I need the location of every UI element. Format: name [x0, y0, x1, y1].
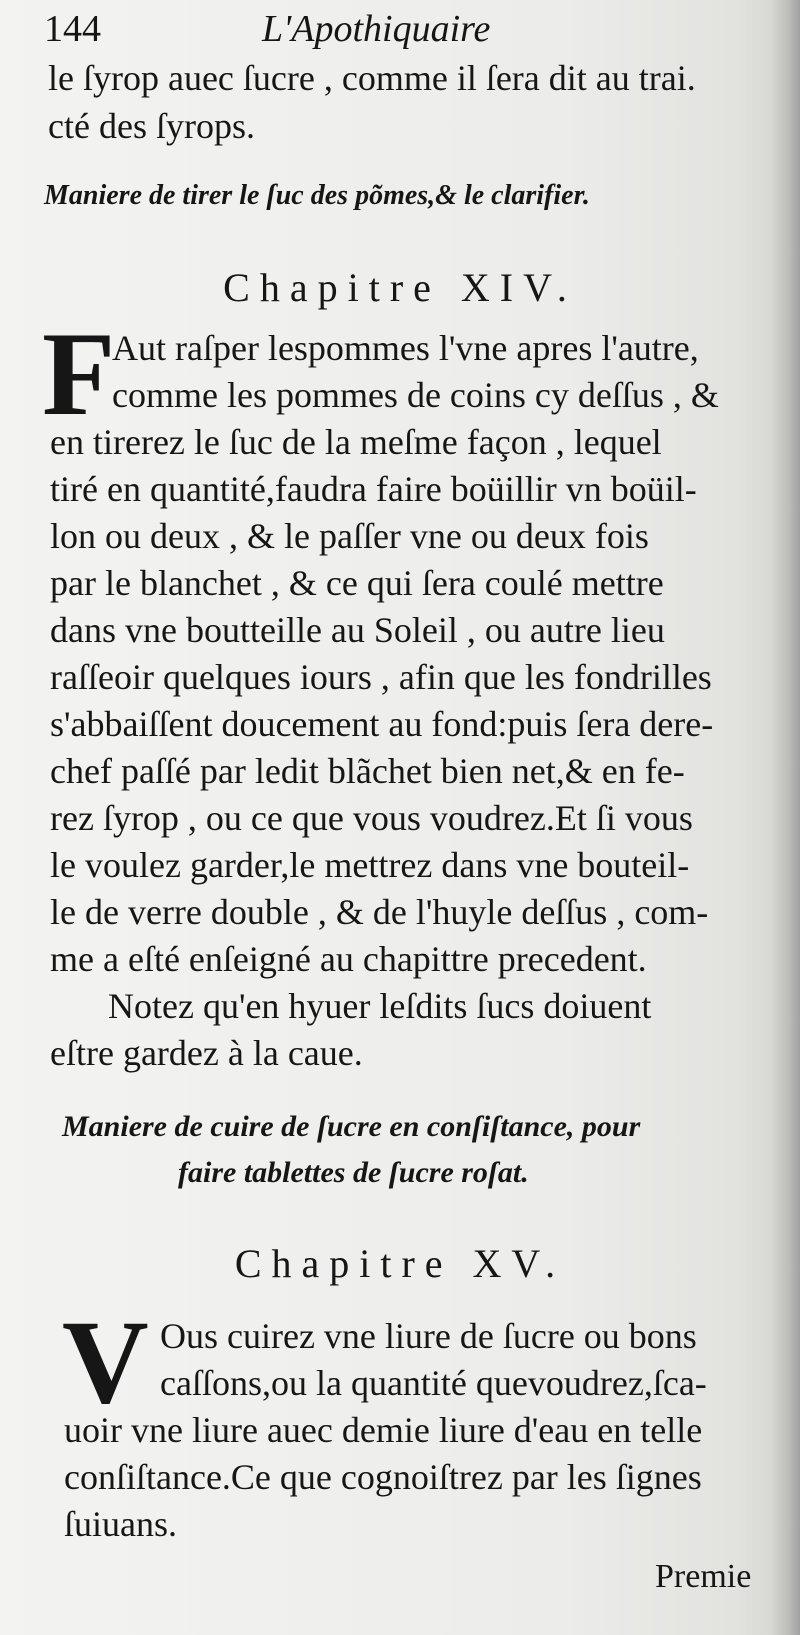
body-line: uoir vne liure auec demie liure d'eau en telle: [64, 1410, 703, 1450]
body-line: ſuiuans.: [64, 1504, 177, 1544]
body-line: en tirerez le ſuc de la meſme façon , lequel: [50, 422, 662, 462]
intro-line: le ſyrop auec ſucre , comme il ſera dit au trai.: [48, 58, 696, 98]
chapter-heading: Chapitre XIV.: [223, 265, 577, 310]
running-title: L'Apothiquaire: [262, 8, 491, 50]
body-line: chef paſſé par ledit blãchet bien net,& en fe-: [50, 751, 685, 791]
drop-cap: F: [42, 307, 116, 440]
chapter-heading: Chapitre XV.: [234, 1241, 566, 1286]
body-line: caſſons,ou la quantité quevoudrez,ſca-: [160, 1363, 707, 1403]
body-line: me a eſté enſeigné au chapittre precedent.: [50, 939, 647, 979]
body-line: Aut raſper lespommes l'vne apres l'autre,: [112, 328, 699, 368]
drop-cap: V: [62, 1295, 149, 1428]
body-line: raſſeoir quelques iours , afin que les fondrilles: [50, 657, 712, 697]
section-subtitle: faire tablettes de ſucre roſat.: [178, 1156, 529, 1189]
catchword: Premie: [655, 1558, 752, 1595]
body-line: s'abbaiſſent doucement au fond:puis ſera dere-: [50, 704, 714, 744]
body-line: rez ſyrop , ou ce que vous voudrez.Et ſi vous: [50, 798, 693, 838]
body-line: par le blanchet , & ce qui ſera coulé mettre: [50, 563, 664, 603]
body-line: comme les pommes de coins cy deſſus , &: [112, 375, 719, 415]
body-line: eſtre gardez à la caue.: [50, 1033, 363, 1073]
body-line: lon ou deux , & le paſſer vne ou deux fois: [50, 516, 649, 556]
body-line: le de verre double , & de l'huyle deſſus , com-: [50, 892, 709, 932]
body-line: Notez qu'en hyuer leſdits ſucs doiuent: [108, 986, 652, 1026]
body-line: dans vne boutteille au Soleil , ou autre lieu: [50, 610, 665, 650]
section-subtitle: Maniere de cuire de ſucre en conſiſtance, pour: [62, 1110, 641, 1143]
body-line: tiré en quantité,faudra faire boüillir vn boüil-: [50, 469, 697, 509]
body-line: conſiſtance.Ce que cognoiſtrez par les ſignes: [64, 1457, 702, 1497]
page-number: 144: [44, 8, 101, 50]
section-subtitle: Maniere de tirer le ſuc des põmes,& le clarifier.: [44, 180, 590, 211]
body-line: le voulez garder,le mettrez dans vne bouteil-: [50, 845, 690, 885]
intro-line: cté des ſyrops.: [48, 106, 255, 146]
body-line: Ous cuirez vne liure de ſucre ou bons: [160, 1316, 697, 1356]
page-spine-shadow: [770, 0, 800, 1635]
